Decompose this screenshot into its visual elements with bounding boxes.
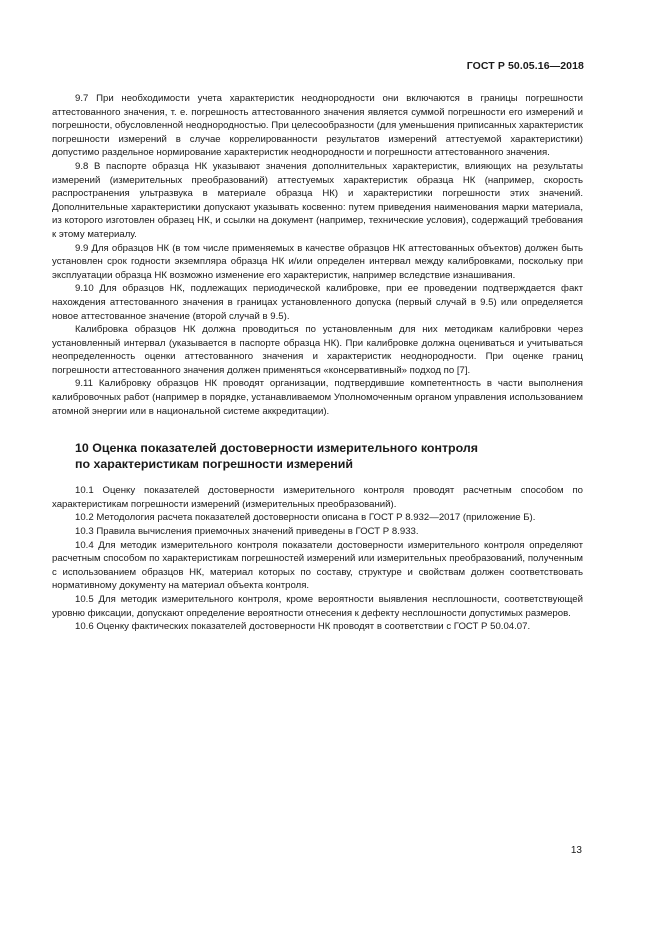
paragraph-10-6: 10.6 Оценку фактических показателей достоверности НК проводят в соответствии с ГОСТ Р 50.04.07. — [75, 621, 531, 633]
paragraph-10-1: 10.1 Оценку показателей достоверности измерительного контроля проводят расчетным способом по характеристикам погрешности измерений (измерительных преобразований). — [52, 485, 583, 510]
paragraph-9-9: 9.9 Для образцов НК (в том числе применяемых в качестве образцов НК аттестованных объектов) должен быть установлен срок годности экземпляра образца НК и/или определен интервал между калибровками, поскольку при эксплуатации образца НК возможно изменение его характеристик, например вследствие изнашивания. — [52, 242, 583, 281]
page-number: 13 — [570, 845, 582, 856]
paragraph-10-2: 10.2 Методология расчета показателей достоверности описана в ГОСТ Р 8.932—2017 (приложение Б). — [75, 512, 536, 524]
paragraph-9-11: 9.11 Калибровку образцов НК проводят организации, подтвердившие компетентность в части выполнения калибровочных работ (например в порядке, устанавливаемом Уполномоченным органом управления использованием атомной энергии или в национальной системе аккредитации). — [52, 378, 583, 417]
paragraph-10-3: 10.3 Правила вычисления приемочных значений приведены в ГОСТ Р 8.933. — [75, 526, 419, 538]
standard-code-header: ГОСТ Р 50.05.16—2018 — [466, 60, 584, 72]
section-10-heading-line1: 10 Оценка показателей достоверности измерительного контроля — [75, 441, 478, 456]
paragraph-9-10: 9.10 Для образцов НК, подлежащих периодической калибровке, при ее проведении подтверждается факт нахождения аттестованного значения в границах установленного допуска (первый случай в 9.5) или определяется новое аттестованное значение (второй случай в 9.5). — [52, 283, 583, 322]
paragraph-10-5: 10.5 Для методик измерительного контроля, кроме вероятности выявления несплошности, соответствующей уровню фиксации, допускают определение вероятности отнесения к дефекту несплошности допустимых размеров. — [52, 594, 583, 619]
paragraph-9-7: 9.7 При необходимости учета характеристик неоднородности они включаются в границы погрешности аттестованного значения, т. е. погрешность аттестованного значения является суммой погрешности его измерений и погрешности, обусловленной неоднородностью. При целесообразности (для уменьшения приписанных характеристик погрешности измерений в случае коррелированности результатов измерений аттестуемой характеристики) допустимо раздельное нормирование характеристик неоднородности и погрешности аттестованного значения. — [52, 93, 584, 159]
section-10-heading — [52, 440, 583, 472]
paragraph-9-8: 9.8 В паспорте образца НК указывают значения дополнительных характеристик, влияющих на результаты измерений (измерительных преобразований) аттестуемых характеристик образца НК (например, скорость распространения ультразвука в материале образца НК) и характеристики погрешности этих значений. Дополнительные характеристики допускают указывать косвенно: путем приведения наименования марки материала, из которого изготовлен образец НК, и ссылки на документ (например, технические условия), содержащий требования к этому материалу. — [52, 160, 583, 240]
paragraph-calibration: Калибровка образцов НК должна проводиться по установленным для них методикам калибровки через установленный интервал (указывается в паспорте образца НК). При калибровке должна оцениваться и учитываться неопределенность оценки аттестованного значения и характеристик неоднородности. При оценке границ погрешности аттестованного значения должен применяться «консервативный» подход по [7]. — [52, 324, 583, 376]
section-10-heading-line2: по характеристикам погрешности измерений — [75, 457, 353, 472]
page-content — [52, 92, 583, 634]
paragraph-10-4: 10.4 Для методик измерительного контроля показатели достоверности измерительного контроля определяют расчетным способом по характеристикам погрешностей измерений или измерительных преобразований, полученным с использованием образцов НК, материал которых по составу, структуре и свойствам должен соответствовать нормативному документу на материал объекта контроля. — [52, 539, 583, 592]
